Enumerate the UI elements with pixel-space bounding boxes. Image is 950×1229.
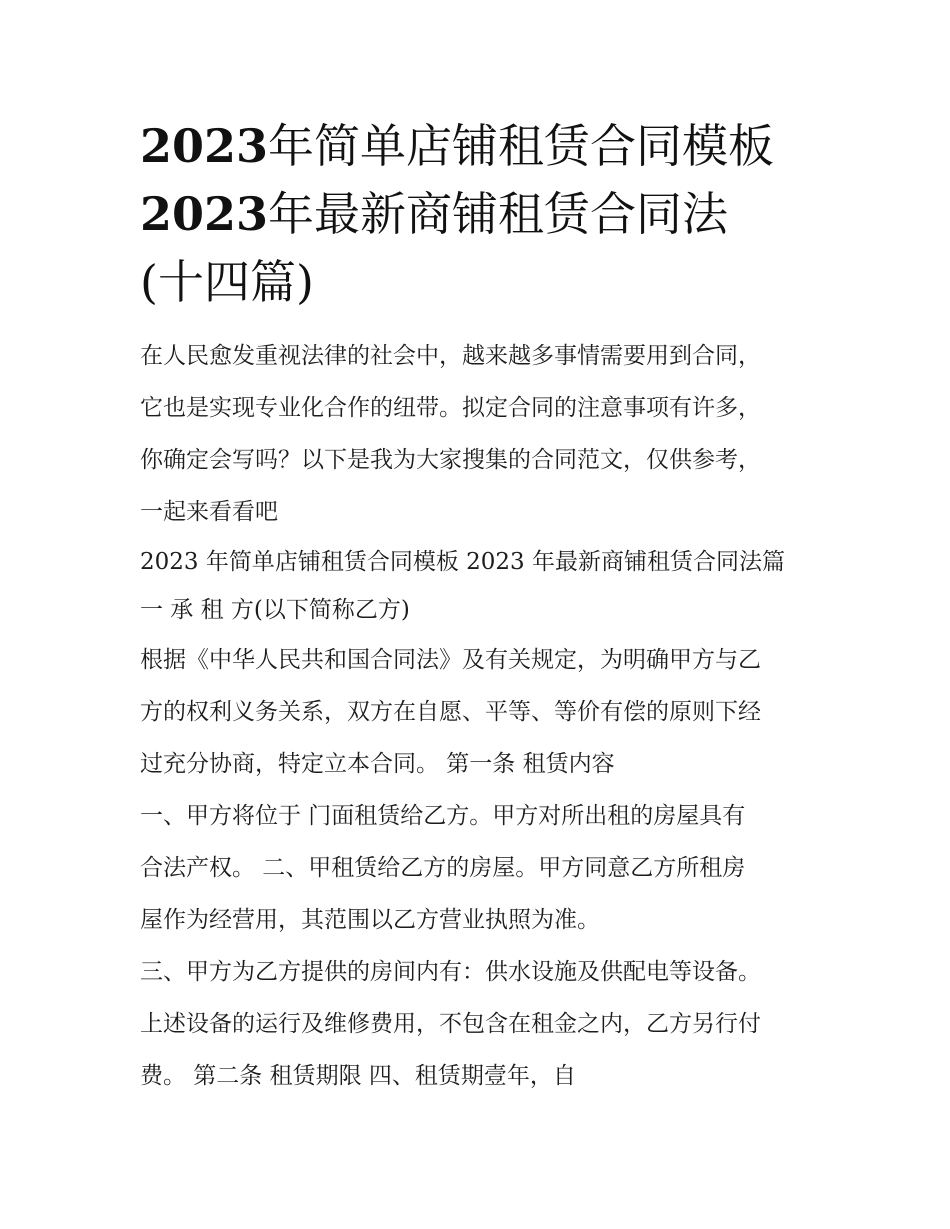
title-line-3: (十四篇): [140, 255, 314, 309]
body-line: 合法产权。 二、甲租赁给乙方的房屋。甲方同意乙方所租房: [140, 855, 746, 881]
title-year-2: 2023: [140, 187, 269, 241]
intro-paragraph: [140, 330, 820, 538]
body-line: 屋作为经营用，其范围以乙方营业执照为准。: [140, 907, 600, 933]
title-line-2: [140, 180, 820, 248]
intro-line: 你确定会写吗？以下是我为大家搜集的合同范文，仅供参考，: [140, 447, 761, 473]
intro-line: 一起来看看吧: [140, 499, 278, 525]
section-heading: [140, 538, 820, 634]
body-line: 上述设备的运行及维修费用，不包含在租金之内，乙方另行付: [140, 1011, 761, 1037]
intro-line: 它也是实现专业化合作的纽带。拟定合同的注意事项有许多，: [140, 395, 761, 421]
title-year-1: 2023: [140, 119, 269, 173]
title-text-1: 年简单店铺租赁合同模板: [268, 119, 775, 173]
body-line: 费。 第二条 租赁期限 四、租赁期壹年，自: [140, 1063, 576, 1089]
body-line: 一、甲方将位于 门面租赁给乙方。甲方对所出租的房屋具有: [140, 803, 746, 829]
heading-line: 一 承 租 方(以下简称乙方): [140, 597, 410, 623]
heading-line: 2023 年简单店铺租赁合同模板 2023 年最新商铺租赁合同法篇: [140, 549, 785, 575]
title-text-2: 年最新商铺租赁合同法: [268, 187, 729, 241]
body-line: 方的权利义务关系，双方在自愿、平等、等价有偿的原则下经: [140, 699, 761, 725]
contract-body: [140, 634, 820, 1102]
document-title: [140, 112, 820, 316]
intro-line: 在人民愈发重视法律的社会中，越来越多事情需要用到合同，: [140, 343, 761, 369]
body-line: 根据《中华人民共和国合同法》及有关规定，为明确甲方与乙: [140, 647, 761, 673]
document-page: [140, 112, 820, 1102]
title-line-1: [140, 112, 820, 180]
body-line: 三、甲方为乙方提供的房间内有：供水设施及供配电等设备。: [140, 959, 761, 985]
body-line: 过充分协商，特定立本合同。 第一条 租赁内容: [140, 751, 615, 777]
